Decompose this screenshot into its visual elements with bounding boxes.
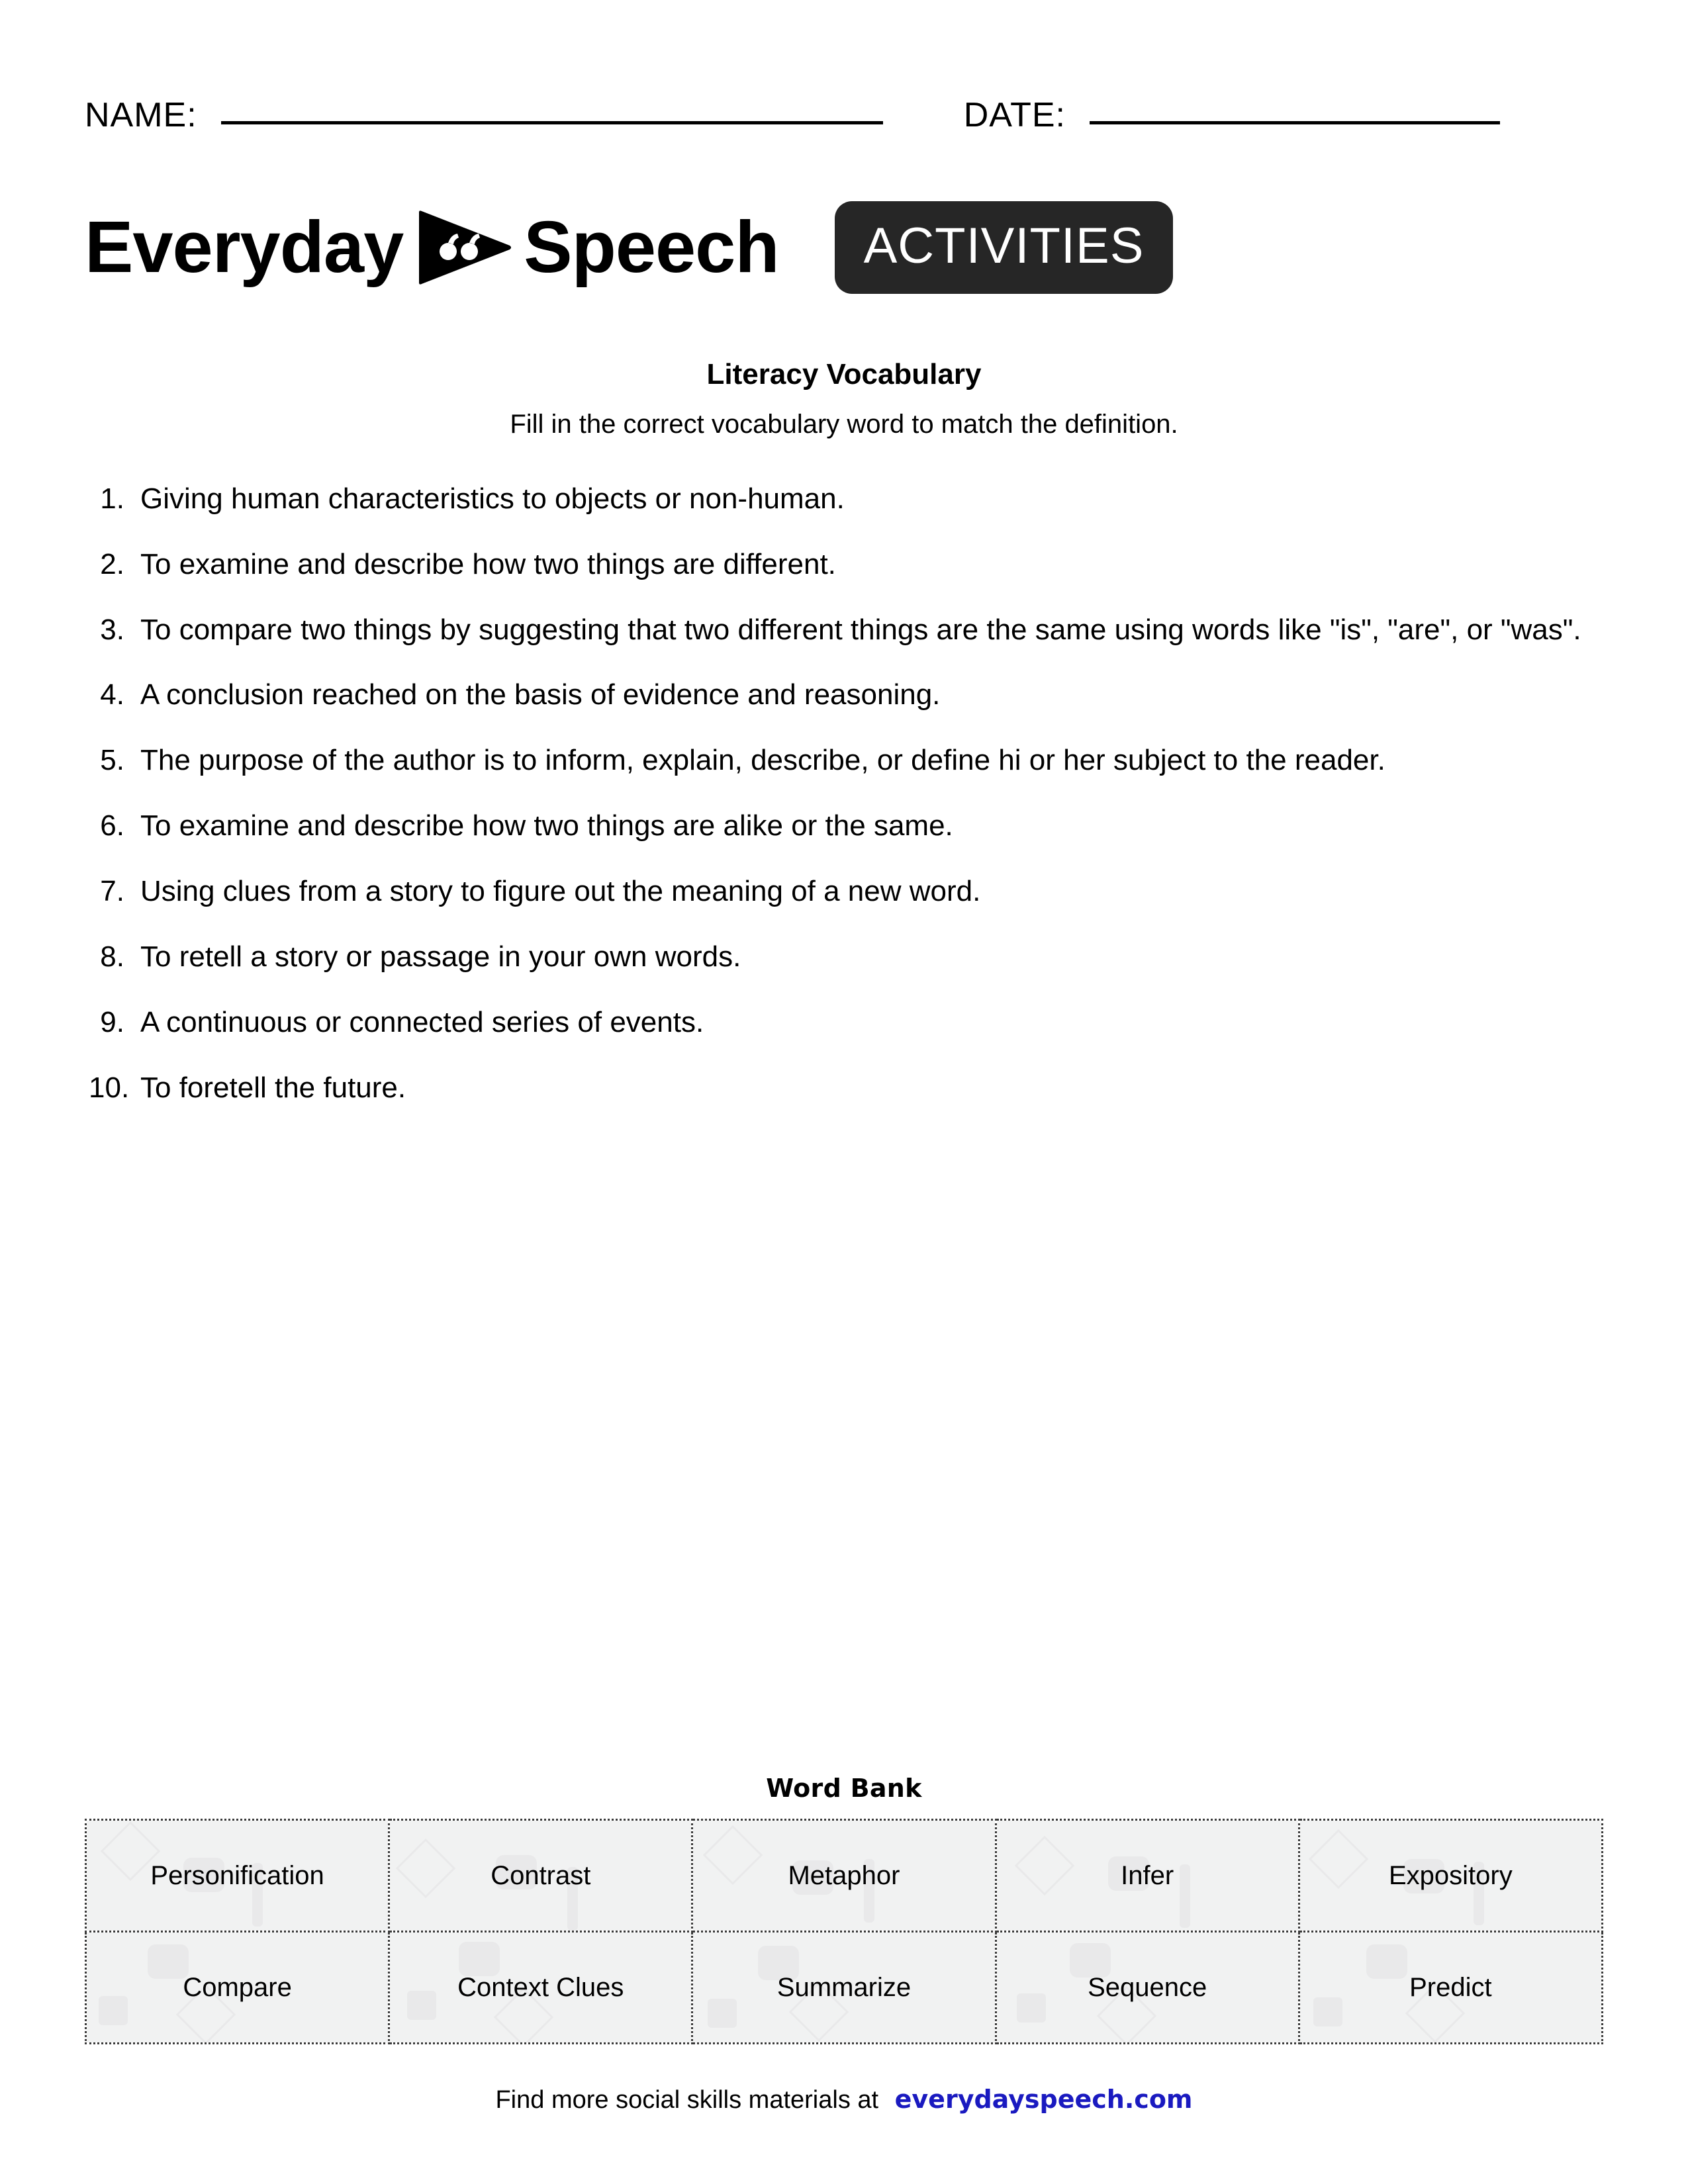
question-text: Using clues from a story to figure out the meaning of a new word. <box>140 875 981 908</box>
activities-badge: ACTIVITIES <box>835 201 1174 294</box>
question-text: A conclusion reached on the basis of evidence and reasoning. <box>140 678 941 711</box>
word-bank-word: Sequence <box>1088 1972 1207 2002</box>
question-text: To retell a story or passage in your own words. <box>140 940 741 973</box>
watermark-square-icon <box>99 1996 128 2025</box>
question-text: To compare two things by suggesting that two different things are the same using words like "is", "are", or "was". <box>140 613 1581 646</box>
table-row <box>86 1932 1603 2044</box>
word-bank-cell[interactable] <box>996 1820 1299 1932</box>
word-bank-cell[interactable] <box>389 1932 692 2044</box>
question-text: A continuous or connected series of events. <box>140 1005 704 1038</box>
question-text: The purpose of the author is to inform, explain, describe, or define hi or her subject to the reader. <box>140 744 1385 777</box>
brand-name-left: Everyday <box>85 206 404 288</box>
question-item <box>89 608 1599 653</box>
word-bank-cell[interactable] <box>86 1820 389 1932</box>
footer <box>0 2085 1688 2116</box>
question-number: 5. <box>100 744 124 777</box>
question-item <box>89 739 1599 783</box>
name-date-row <box>85 0 1603 132</box>
word-bank-word: Context Clues <box>457 1972 624 2002</box>
word-bank-word: Infer <box>1121 1860 1174 1890</box>
word-bank-word: Compare <box>183 1972 292 2002</box>
question-number: 6. <box>100 809 124 842</box>
watermark-square-icon <box>708 1999 737 2028</box>
watermark-bar-icon <box>1180 1864 1190 1928</box>
question-number: 1. <box>100 482 124 515</box>
question-number: 2. <box>100 547 124 580</box>
question-number: 8. <box>100 940 124 973</box>
quote-play-triangle-icon <box>414 208 513 287</box>
question-item <box>89 673 1599 717</box>
page-title: Literacy Vocabulary <box>706 358 982 390</box>
word-bank-word: Contrast <box>491 1860 591 1890</box>
watermark-diamond-icon <box>703 1825 763 1886</box>
question-number: 9. <box>100 1005 124 1038</box>
watermark-rect-icon <box>1366 1944 1407 1979</box>
question-text: To examine and describe how two things are alike or the same. <box>140 809 953 842</box>
footer-text: Find more social skills materials at <box>495 2086 879 2114</box>
word-bank-word: Expository <box>1389 1860 1513 1890</box>
question-item <box>89 1001 1599 1045</box>
word-bank-section <box>85 1774 1603 2044</box>
question-item <box>89 477 1599 522</box>
question-item <box>89 1066 1599 1111</box>
question-number: 10. <box>89 1071 130 1104</box>
question-text: Giving human characteristics to objects or non-human. <box>140 482 845 515</box>
question-number: 7. <box>100 875 124 908</box>
name-label: NAME: <box>85 96 197 134</box>
word-bank-cell[interactable] <box>692 1932 996 2044</box>
word-bank-cell[interactable] <box>1299 1932 1602 2044</box>
question-item <box>89 870 1599 914</box>
word-bank-cell[interactable] <box>1299 1820 1602 1932</box>
watermark-square-icon <box>1017 1993 1046 2023</box>
watermark-diamond-icon <box>396 1839 456 1899</box>
word-bank-table <box>85 1819 1603 2044</box>
question-item <box>89 543 1599 587</box>
word-bank-cell[interactable] <box>692 1820 996 1932</box>
brand-header <box>85 181 1603 314</box>
word-bank-word: Metaphor <box>788 1860 900 1890</box>
question-number: 3. <box>100 613 124 646</box>
question-text: To foretell the future. <box>140 1071 406 1104</box>
date-input-line[interactable] <box>1090 120 1500 124</box>
word-bank-word: Summarize <box>776 1972 912 2002</box>
website-link[interactable]: everydayspeech.com <box>894 2085 1193 2114</box>
question-list <box>85 477 1603 1111</box>
watermark-square-icon <box>1313 1997 1342 2026</box>
word-bank-cell[interactable] <box>389 1820 692 1932</box>
question-item <box>89 935 1599 979</box>
watermark-diamond-icon <box>1308 1829 1368 1889</box>
word-bank-title: Word Bank <box>766 1774 922 1803</box>
brand-name-right: Speech <box>524 206 779 288</box>
word-bank-word: Personification <box>150 1860 324 1890</box>
watermark-diamond-icon <box>1014 1836 1074 1896</box>
date-label: DATE: <box>963 96 1066 134</box>
watermark-square-icon <box>407 1991 436 2020</box>
question-item <box>89 804 1599 848</box>
name-input-line[interactable] <box>221 120 883 124</box>
question-text: To examine and describe how two things are different. <box>140 547 836 580</box>
word-bank-word: Predict <box>1409 1972 1492 2002</box>
question-number: 4. <box>100 678 124 711</box>
table-row <box>86 1820 1603 1932</box>
instructions-text: Fill in the correct vocabulary word to match the definition. <box>510 409 1178 439</box>
word-bank-cell[interactable] <box>86 1932 389 2044</box>
word-bank-cell[interactable] <box>996 1932 1299 2044</box>
watermark-rect-icon <box>459 1942 500 1976</box>
